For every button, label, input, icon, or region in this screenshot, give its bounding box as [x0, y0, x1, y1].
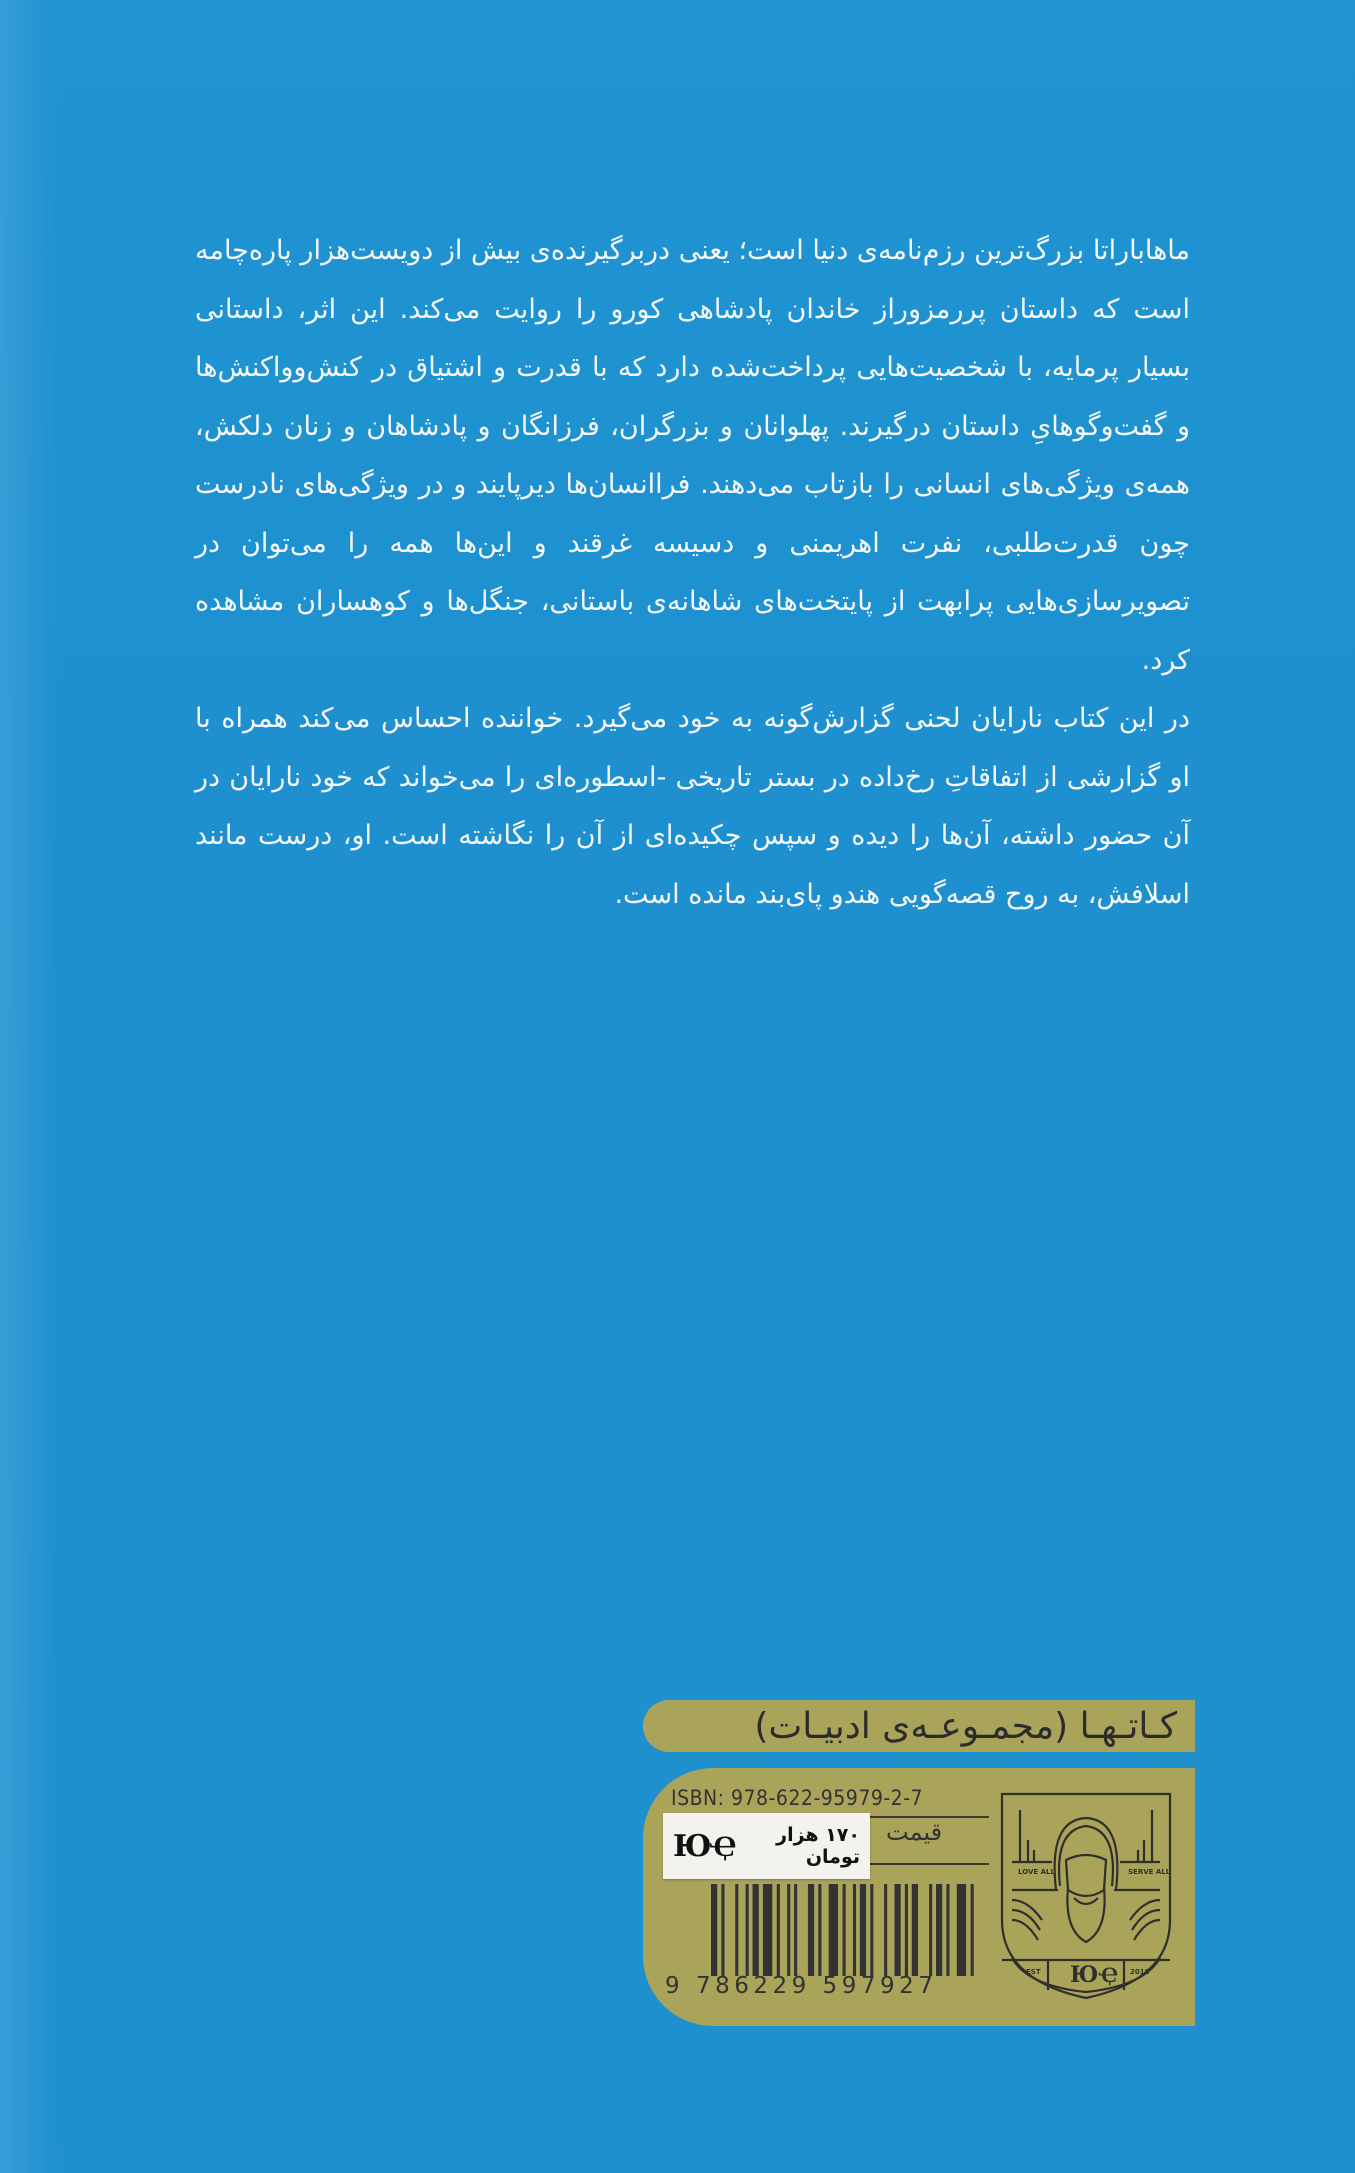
barcode-digits: 9 786229 597927	[665, 1973, 938, 1999]
isbn-text: ISBN: 978-622-95979-2-7	[671, 1786, 924, 1810]
blurb-paragraph-1: ماهاباراتا بزرگ‌ترین رزم‌نامه‌ی دنیا است؛ یعنی دربرگیرنده‌ی بیش از دویست‌هزار پاره‌چامه است که داستان پررمزوراز خاندان پادشاهی کورو را روایت می‌کند. این اثر، داستانی بسیار پرمایه، با شخصیت‌هایی پرداخت‌شده دارد که با قدرت و اشتیاق در کنش‌وواکنش‌ها و گفت‌وگوهایِ داستان درگیرند. پهلوانان و بزرگران، فرزانگان و پادشاهان و زنان دلکش، همه‌ی ویژگی‌های انسانی را بازتاب می‌دهند. فراانسان‌ها دیرپایند و در ویژگی‌های نادرست چون قدرت‌طلبی، نفرت اهریمنی و دسیسه غرقند و این‌ها همه را می‌توان در تصویرسازی‌هایی پرابهت از پایتخت‌های شاهانه‌ی باستانی، جنگل‌ها و کوهساران مشاهده کرد.	[195, 235, 1190, 676]
series-label: کـاتـهـا (مجمـوعـه‌ی ادبیـات)	[754, 1705, 1177, 1747]
svg-text:SERVE ALL: SERVE ALL	[1128, 1868, 1171, 1876]
spine-edge	[0, 0, 48, 2173]
series-banner	[643, 1700, 1195, 1752]
svg-text:ЮҾ: ЮҾ	[1070, 1962, 1118, 1988]
price-label: قیمت	[886, 1818, 943, 1846]
blurb-paragraph-2: در این کتاب نارایان لحنی گزارش‌گونه به خود می‌گیرد. خواننده احساس می‌کند همراه با او گزارشی از اتفاقاتِ رخ‌داده در بستر تاریخی -اسطوره‌ای را می‌خواند که خود نارایان در آن حضور داشته، آن‌ها را دیده و سپس چکیده‌ای از آن را نگاشته است. او، درست مانند اسلافش، به روح قصه‌گویی هندو پای‌بند مانده است.	[195, 703, 1190, 910]
sticker-price: ۱۷۰ هزار تومان	[776, 1824, 860, 1868]
svg-text:LOVE ALL: LOVE ALL	[1018, 1868, 1055, 1876]
publisher-shield-logo-icon	[998, 1790, 1174, 2002]
publisher-info-box	[643, 1768, 1195, 2026]
svg-text:2018: 2018	[1130, 1968, 1150, 1976]
blurb-text	[195, 222, 1190, 924]
svg-text:EST: EST	[1026, 1968, 1041, 1976]
barcode-icon	[711, 1884, 981, 1976]
price-sticker	[663, 1813, 870, 1879]
publisher-logo-icon: ЮҾ	[673, 1828, 735, 1864]
